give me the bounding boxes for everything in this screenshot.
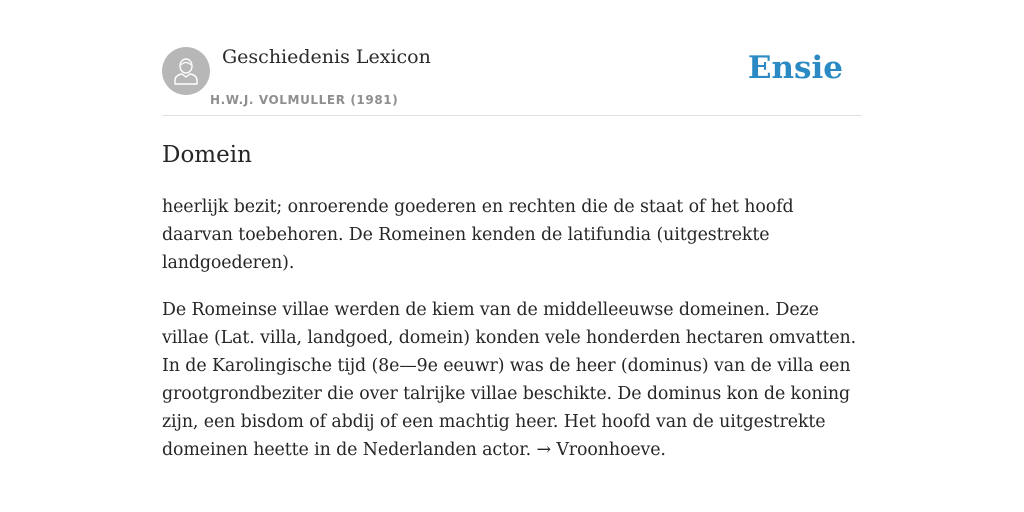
user-icon	[172, 56, 200, 86]
entry-paragraph: heerlijk bezit; onroerende goederen en rechten die de staat of het hoofd daarvan toebehoren. De Romeinen kenden de latifundia (uitgestrekte landgoederen).	[162, 197, 794, 273]
entry-body	[162, 193, 862, 464]
author-credit[interactable]: H.W.J. VOLMULLER (1981)	[210, 93, 399, 107]
entry-paragraph: De Romeinse villae werden de kiem van de middelleeuwse domeinen. Deze villae (Lat. villa, landgoed, domein) konden vele honderden hectaren omvatten. In de Karolingische tijd (8e—9e eeuwr) was de heer (dominus) van de villa een grootgrondbeziter die over talrijke villae beschikte. De dominus kon de koning zijn, een bisdom of abdij of een machtig heer. Het hoofd van de uitgestrekte domeinen heette in de Nederlanden actor. → Vroonhoeve.	[162, 300, 857, 460]
lexicon-title[interactable]: Geschiedenis Lexicon	[222, 46, 431, 68]
brand-logo[interactable]: Ensie	[747, 50, 843, 86]
entry-header	[162, 40, 862, 116]
entry-title: Domein	[162, 142, 252, 168]
avatar[interactable]	[162, 47, 210, 95]
entry-card	[162, 40, 862, 464]
